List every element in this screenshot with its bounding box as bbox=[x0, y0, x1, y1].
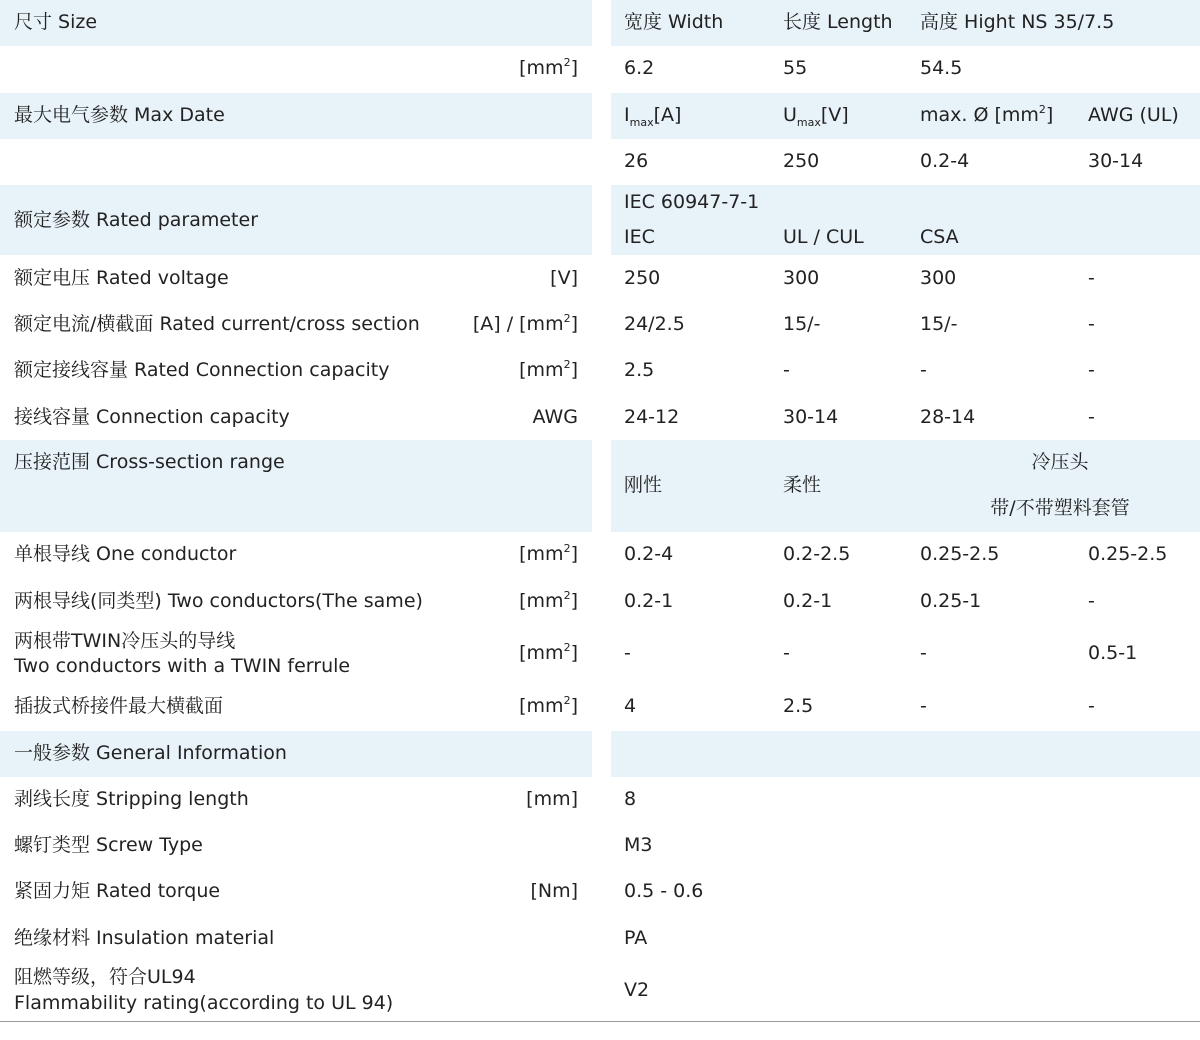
row-label: 插拔式桥接件最大横截面 bbox=[14, 695, 224, 717]
crimp-headers-cell bbox=[611, 440, 1200, 532]
connection-capacity-row bbox=[0, 393, 1200, 439]
rated-label-cell bbox=[0, 185, 592, 255]
value-flexible: 0.2-1 bbox=[783, 590, 833, 612]
value-ferrule-sleeve: - bbox=[1088, 695, 1095, 717]
rated-voltage-values-cell bbox=[611, 255, 1200, 301]
value-rigid: - bbox=[624, 642, 631, 664]
ferrule-header: 冷压头 bbox=[1031, 451, 1089, 473]
length-value: 55 bbox=[783, 57, 808, 79]
row-unit: $[mm^2]$ bbox=[519, 542, 578, 565]
value-rigid: 4 bbox=[624, 695, 637, 717]
rated-voltage-row bbox=[0, 255, 1200, 301]
value-csa: 15/- bbox=[920, 313, 958, 335]
max-data-label-cell bbox=[0, 93, 592, 139]
screw-type-row bbox=[0, 823, 1200, 869]
value-flexible: - bbox=[783, 642, 790, 664]
value-ferrule: - bbox=[920, 642, 927, 664]
general-blank-cell bbox=[611, 731, 1200, 777]
bridge-row bbox=[0, 684, 1200, 730]
awg-value: 30-14 bbox=[1088, 150, 1144, 172]
rated-torque-row bbox=[0, 869, 1200, 915]
imax-value: 26 bbox=[624, 150, 649, 172]
two-conductors-values-cell bbox=[611, 578, 1200, 624]
flammability-row bbox=[0, 961, 1200, 1021]
imax-header: $I_{max}[A]$ bbox=[624, 104, 682, 129]
value-col4: - bbox=[1088, 359, 1095, 381]
row-label-cn: 阻燃等级，符合UL94 bbox=[14, 966, 196, 988]
row-value: 0.5 - 0.6 bbox=[624, 880, 704, 902]
rated-headers-cell bbox=[611, 185, 1200, 255]
umax-header: $U_{max}[V]$ bbox=[783, 104, 849, 129]
screw-type-label-cell bbox=[0, 823, 592, 869]
stripping-length-label-cell bbox=[0, 777, 592, 823]
row-label: 螺钉类型 Screw Type bbox=[14, 834, 203, 856]
bridge-values-cell bbox=[611, 684, 1200, 730]
rigid-header: 刚性 bbox=[624, 474, 663, 496]
insulation-material-value-cell bbox=[611, 915, 1200, 961]
max-data-values-row bbox=[0, 139, 1200, 185]
row-value: V2 bbox=[624, 979, 650, 1001]
value-ferrule-sleeve: 0.5-1 bbox=[1088, 642, 1138, 664]
row-label-en: Two conductors with a TWIN ferrule bbox=[14, 655, 351, 677]
row-unit: [V] bbox=[550, 267, 578, 289]
value-iec: 2.5 bbox=[624, 359, 655, 381]
one-conductor-row bbox=[0, 532, 1200, 578]
screw-type-value-cell bbox=[611, 823, 1200, 869]
one-conductor-values-cell bbox=[611, 532, 1200, 578]
flammability-label-cell bbox=[0, 961, 592, 1021]
length-header: 长度 Length bbox=[783, 11, 893, 33]
row-unit: $[A] / [mm^2]$ bbox=[472, 312, 578, 335]
value-ferrule: 0.25-2.5 bbox=[920, 543, 1000, 565]
value-col4: - bbox=[1088, 313, 1095, 335]
value-col4: - bbox=[1088, 406, 1095, 428]
bridge-label-cell bbox=[0, 684, 592, 730]
value-iec: 24/2.5 bbox=[624, 313, 685, 335]
insulation-material-label-cell bbox=[0, 915, 592, 961]
value-col4: - bbox=[1088, 267, 1095, 289]
row-label: 绝缘材料 Insulation material bbox=[14, 927, 275, 949]
size-unit-cell bbox=[0, 46, 592, 92]
twin-ferrule-values-cell bbox=[611, 624, 1200, 684]
value-iec: 24-12 bbox=[624, 406, 680, 428]
row-unit: $[mm^2]$ bbox=[519, 589, 578, 612]
two-conductors-label-cell bbox=[0, 578, 592, 624]
general-label-cell bbox=[0, 731, 592, 777]
bottom-divider bbox=[0, 1021, 1200, 1022]
row-unit: $[mm^2]$ bbox=[519, 641, 578, 664]
size-unit: $[mm^2]$ bbox=[519, 56, 578, 79]
max-diameter-value: 0.2-4 bbox=[920, 150, 970, 172]
max-diameter-header: max. Ø $[mm^2]$ bbox=[920, 103, 1054, 126]
value-ul-cul: 15/- bbox=[783, 313, 821, 335]
value-ferrule: - bbox=[920, 695, 927, 717]
rated-header-row bbox=[0, 185, 1200, 255]
row-label: 剥线长度 Stripping length bbox=[14, 788, 249, 810]
rated-torque-value-cell bbox=[611, 869, 1200, 915]
row-label-cn: 两根带TWIN冷压头的导线 bbox=[14, 630, 236, 652]
row-label: 额定接线容量 Rated Connection capacity bbox=[14, 359, 390, 381]
rated-current-values-cell bbox=[611, 301, 1200, 347]
row-label: 两根导线(同类型) Two conductors(The same) bbox=[14, 590, 423, 612]
size-headers-cell bbox=[611, 0, 1200, 46]
value-iec: 250 bbox=[624, 267, 661, 289]
max-data-label: 最大电气参数 Max Date bbox=[14, 104, 225, 126]
value-ul-cul: 300 bbox=[783, 267, 820, 289]
width-value: 6.2 bbox=[624, 57, 655, 79]
crimp-header-row bbox=[0, 440, 1200, 532]
value-csa: 28-14 bbox=[920, 406, 976, 428]
connection-capacity-values-cell bbox=[611, 393, 1200, 439]
rated-connection-values-cell bbox=[611, 347, 1200, 393]
two-conductors-row bbox=[0, 578, 1200, 624]
general-header-row bbox=[0, 731, 1200, 777]
umax-value: 250 bbox=[783, 150, 820, 172]
value-csa: - bbox=[920, 359, 927, 381]
height-value: 54.5 bbox=[920, 57, 963, 79]
row-label: 单根导线 One conductor bbox=[14, 543, 237, 565]
value-flexible: 2.5 bbox=[783, 695, 814, 717]
rated-label: 额定参数 Rated parameter bbox=[14, 209, 259, 231]
rated-connection-row bbox=[0, 347, 1200, 393]
value-ferrule-sleeve: 0.25-2.5 bbox=[1088, 543, 1168, 565]
value-ul-cul: - bbox=[783, 359, 790, 381]
max-data-headers-cell bbox=[611, 93, 1200, 139]
connection-capacity-label-cell bbox=[0, 393, 592, 439]
row-unit: [mm] bbox=[526, 788, 578, 810]
row-label: 额定电流/横截面 Rated current/cross section bbox=[14, 313, 420, 335]
rated-voltage-label-cell bbox=[0, 255, 592, 301]
row-unit: [Nm] bbox=[530, 880, 578, 902]
flammability-value-cell bbox=[611, 961, 1200, 1021]
row-label-en: Flammability rating(according to UL 94) bbox=[14, 992, 394, 1014]
size-values-cell bbox=[611, 46, 1200, 92]
value-ferrule-sleeve: - bbox=[1088, 590, 1095, 612]
value-ferrule: 0.25-1 bbox=[920, 590, 982, 612]
twin-ferrule-label-cell bbox=[0, 624, 592, 684]
crimp-label-cell bbox=[0, 440, 592, 532]
row-unit: AWG bbox=[532, 406, 578, 428]
rated-current-row bbox=[0, 301, 1200, 347]
width-header: 宽度 Width bbox=[624, 11, 724, 33]
rated-connection-label-cell bbox=[0, 347, 592, 393]
row-value: PA bbox=[624, 927, 648, 949]
size-header-row bbox=[0, 0, 1200, 46]
one-conductor-label-cell bbox=[0, 532, 592, 578]
insulation-material-row bbox=[0, 915, 1200, 961]
row-unit: $[mm^2]$ bbox=[519, 358, 578, 381]
stripping-length-row bbox=[0, 777, 1200, 823]
max-data-values-cell bbox=[611, 139, 1200, 185]
size-label: 尺寸 Size bbox=[14, 11, 98, 33]
row-label: 接线容量 Connection capacity bbox=[14, 406, 290, 428]
awg-header: AWG (UL) bbox=[1088, 104, 1179, 126]
value-csa: 300 bbox=[920, 267, 957, 289]
height-header: 高度 Hight NS 35/7.5 bbox=[920, 11, 1115, 33]
size-values-row bbox=[0, 46, 1200, 92]
rated-current-label-cell bbox=[0, 301, 592, 347]
general-label: 一般参数 General Information bbox=[14, 742, 287, 764]
csa-header: CSA bbox=[920, 226, 959, 248]
row-unit: $[mm^2]$ bbox=[519, 694, 578, 717]
flexible-header: 柔性 bbox=[783, 474, 822, 496]
twin-ferrule-row bbox=[0, 624, 1200, 684]
crimp-label: 压接范围 Cross-section range bbox=[14, 451, 285, 473]
rated-standard: IEC 60947-7-1 bbox=[624, 191, 760, 213]
ul-cul-header: UL / CUL bbox=[783, 226, 864, 248]
value-rigid: 0.2-1 bbox=[624, 590, 674, 612]
row-value: M3 bbox=[624, 834, 653, 856]
row-label: 额定电压 Rated voltage bbox=[14, 267, 229, 289]
stripping-length-value-cell bbox=[611, 777, 1200, 823]
row-value: 8 bbox=[624, 788, 637, 810]
size-label-cell bbox=[0, 0, 592, 46]
value-flexible: 0.2-2.5 bbox=[783, 543, 851, 565]
value-ul-cul: 30-14 bbox=[783, 406, 839, 428]
max-data-header-row bbox=[0, 93, 1200, 139]
value-rigid: 0.2-4 bbox=[624, 543, 674, 565]
ferrule-sleeve-header: 带/不带塑料套管 bbox=[990, 497, 1130, 519]
iec-header: IEC bbox=[624, 226, 655, 248]
row-label: 紧固力矩 Rated torque bbox=[14, 880, 221, 902]
rated-torque-label-cell bbox=[0, 869, 592, 915]
